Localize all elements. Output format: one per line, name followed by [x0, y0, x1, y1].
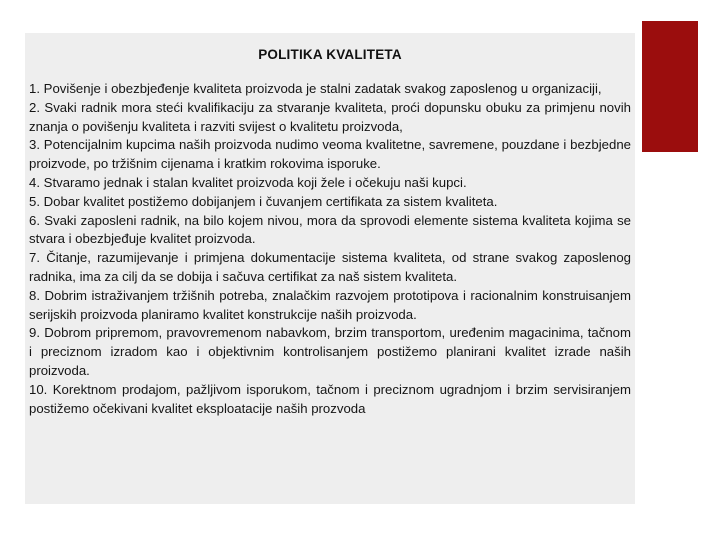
document-title: POLITIKA KVALITETA: [258, 47, 402, 62]
document-panel: [25, 33, 635, 504]
policy-item-1: 1. Povišenje i obezbjeđenje kvaliteta proizvoda je stalni zadatak svakog zaposlenog u organizaciji,: [29, 81, 602, 96]
policy-item-7: 7. Čitanje, razumijevanje i primjena dokumentacije sistema kvaliteta, od strane svakog zaposlenog radnika, ima za cilj da se dobija i sačuva certifikat za naš sistem kvaliteta.: [29, 250, 631, 284]
policy-item-2: 2. Svaki radnik mora steći kvalifikaciju za stvaranje kvaliteta, proći dopunsku obuku za primjenu novih znanja o povišenju kvaliteta i razviti svijest o kvalitetu proizvoda,: [29, 99, 631, 134]
policy-item-5: 5. Dobar kvalitet postižemo dobijanjem i čuvanjem certifikata za sistem kvaliteta.: [29, 193, 498, 209]
policy-item-9: 9. Dobrom pripremom, pravovremenom nabavkom, brzim transportom, uređenim magacinima, tačnom i preciznom izradom kao i objektivnim kontrolisanjem postižemo planirani kvalitet izrade naših proizvoda.: [29, 325, 631, 378]
policy-item-10: 10. Korektnom prodajom, pažljivom isporukom, tačnom i preciznom ugradnjom i brzim servisiranjem postižemo očekivani kvalitet eksploatacije naših prozvoda: [29, 381, 631, 416]
policy-item-8: 8. Dobrim istraživanjem tržišnih potreba, znalačkim razvojem prototipova i racionalnim konstruisanjem serijskih proizvoda planiramo kvalitet konstrukcije naših proizvoda.: [29, 287, 631, 322]
policy-item-6: 6. Svaki zaposleni radnik, na bilo kojem nivou, mora da sprovodi elemente sistema kvaliteta kojima se stvara i obezbjeđuje kvalitet proizvoda.: [29, 212, 631, 247]
policy-item-3: 3. Potencijalnim kupcima naših proizvoda nudimo veoma kvalitetne, savremene, pouzdane i bezbjedne proizvode, po tržišnim cijenama i kratkim rokovima isporuke.: [29, 137, 631, 172]
accent-bar: [642, 21, 698, 152]
policy-item-4: 4. Stvaramo jednak i stalan kvalitet proizvoda koji žele i očekuju naši kupci.: [29, 174, 467, 190]
